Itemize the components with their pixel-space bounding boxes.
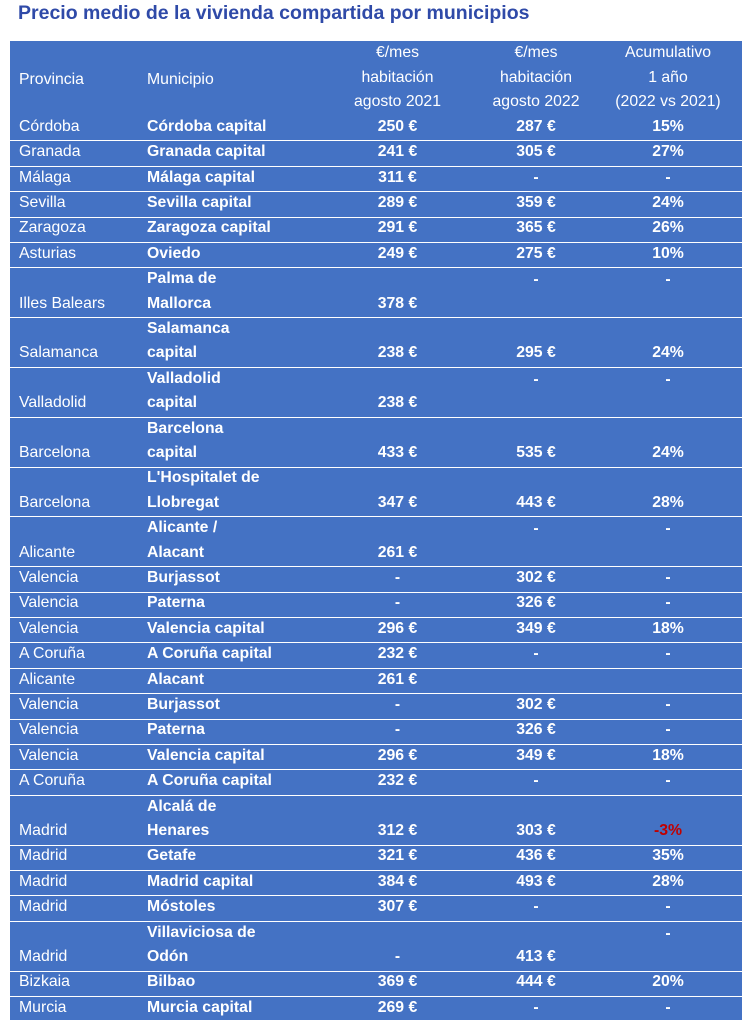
table-row xyxy=(10,669,742,694)
table-row xyxy=(10,318,742,368)
cell-acumulativo: 24% xyxy=(652,444,684,462)
table-row xyxy=(10,368,742,418)
table-row xyxy=(10,997,742,1022)
table-row xyxy=(10,618,742,643)
table-row xyxy=(10,972,742,997)
cell-provincia: Asturias xyxy=(19,244,77,262)
cell-municipio: Burjassot xyxy=(147,569,220,587)
table-row xyxy=(10,643,742,668)
table-row xyxy=(10,593,742,618)
cell-precio-2021: 296 € xyxy=(377,746,418,764)
table-row xyxy=(10,167,742,192)
cell-precio-2022: - xyxy=(533,998,539,1016)
cell-precio-2022: 444 € xyxy=(516,973,556,991)
cell-precio-2022: 349 € xyxy=(516,619,556,637)
table-row xyxy=(10,468,742,518)
cell-precio-2021: 311 € xyxy=(378,168,417,186)
cell-precio-2021: 291 € xyxy=(377,219,418,237)
table-row xyxy=(10,871,742,896)
cell-precio-2022: 326 € xyxy=(516,721,556,739)
table-row xyxy=(10,192,742,217)
cell-provincia: Madrid xyxy=(19,822,68,840)
table-row xyxy=(10,218,742,243)
cell-acumulativo: - xyxy=(665,924,671,942)
cell-acumulativo: - xyxy=(665,772,671,790)
cell-provincia: Madrid xyxy=(19,847,68,865)
cell-precio-2021: 296 € xyxy=(377,619,418,637)
cell-provincia: Murcia xyxy=(19,998,67,1016)
cell-precio-2022: 305 € xyxy=(516,143,556,161)
cell-acumulativo: - xyxy=(665,520,671,538)
cell-precio-2022: - xyxy=(533,520,539,538)
cell-municipio: Alcalá de Henares xyxy=(147,797,217,840)
cell-precio-2022: 443 € xyxy=(516,493,556,511)
cell-precio-2022: - xyxy=(533,898,539,916)
cell-municipio: Paterna xyxy=(147,594,205,612)
cell-precio-2022: 359 € xyxy=(516,194,556,212)
cell-provincia: Alicante xyxy=(19,670,76,688)
cell-precio-2022: - xyxy=(533,645,539,663)
cell-precio-2021: 378 € xyxy=(377,294,418,312)
cell-precio-2021: 232 € xyxy=(377,772,418,790)
table-row xyxy=(10,116,742,141)
cell-precio-2022: 302 € xyxy=(516,569,556,587)
cell-municipio: Paterna xyxy=(147,721,205,739)
cell-provincia: Valencia xyxy=(19,721,79,739)
cell-provincia: Bizkaia xyxy=(19,973,70,991)
cell-precio-2022: - xyxy=(533,168,539,186)
cell-precio-2021: - xyxy=(394,594,401,612)
cell-acumulativo: - xyxy=(665,721,671,739)
cell-precio-2022: 349 € xyxy=(516,746,556,764)
cell-municipio: Salamanca capital xyxy=(147,319,230,362)
cell-precio-2021: 433 € xyxy=(377,444,418,462)
cell-precio-2021: 347 € xyxy=(377,493,418,511)
cell-acumulativo: 15% xyxy=(652,117,684,135)
header-municipio: Municipio xyxy=(147,70,214,88)
cell-precio-2022: 365 € xyxy=(516,219,556,237)
cell-acumulativo: 24% xyxy=(652,194,684,212)
cell-municipio: Alacant xyxy=(147,670,205,688)
cell-provincia: A Coruña xyxy=(19,645,85,663)
cell-municipio: Granada capital xyxy=(147,143,266,161)
cell-provincia: Valencia xyxy=(19,696,79,714)
cell-acumulativo: 18% xyxy=(652,746,684,764)
cell-precio-2021: 269 € xyxy=(377,998,418,1016)
table-row xyxy=(10,745,742,770)
cell-provincia: Illes Balears xyxy=(19,294,106,312)
cell-municipio: Murcia capital xyxy=(147,998,253,1016)
cell-provincia: Madrid xyxy=(19,948,68,966)
cell-acumulativo: - xyxy=(665,696,671,714)
cell-acumulativo xyxy=(604,669,732,693)
data-table xyxy=(10,41,742,1020)
cell-precio-2021: 232 € xyxy=(377,645,418,663)
cell-acumulativo: - xyxy=(665,371,671,388)
header-precio-2021: €/mes habitación agosto 2021 xyxy=(354,44,441,111)
cell-precio-2022: 326 € xyxy=(516,594,556,612)
cell-municipio: Palma de Mallorca xyxy=(147,270,217,312)
cell-acumulativo: - xyxy=(665,645,671,663)
cell-acumulativo: 10% xyxy=(652,244,684,262)
cell-provincia: Madrid xyxy=(19,898,68,916)
cell-precio-2021: 384 € xyxy=(377,872,418,890)
cell-acumulativo: - xyxy=(665,898,671,916)
cell-municipio: Sevilla capital xyxy=(147,194,252,212)
cell-provincia: Valencia xyxy=(19,594,79,612)
cell-acumulativo: 27% xyxy=(652,143,684,161)
cell-precio-2021: 261 € xyxy=(377,543,418,561)
cell-precio-2022: 436 € xyxy=(516,847,556,865)
table-row xyxy=(10,517,742,567)
cell-provincia: Salamanca xyxy=(19,344,99,362)
cell-precio-2021: 312 € xyxy=(377,822,418,840)
cell-acumulativo: 18% xyxy=(652,619,684,637)
cell-precio-2022: 303 € xyxy=(516,822,556,840)
cell-provincia: Valencia xyxy=(19,619,79,637)
table-row xyxy=(10,846,742,871)
cell-municipio: Málaga capital xyxy=(147,168,255,186)
cell-municipio: Bilbao xyxy=(147,973,196,991)
cell-municipio: Oviedo xyxy=(147,244,201,262)
table-row xyxy=(10,268,742,318)
cell-acumulativo: - xyxy=(665,594,671,612)
cell-provincia: Valencia xyxy=(19,746,79,764)
header-acumulativo: Acumulativo 1 año (2022 vs 2021) xyxy=(615,44,721,111)
cell-precio-2022: 413 € xyxy=(516,948,556,966)
cell-precio-2022: - xyxy=(533,371,539,388)
table-row xyxy=(10,567,742,592)
table-row xyxy=(10,922,742,972)
header-precio-2022: €/mes habitación agosto 2022 xyxy=(492,44,580,111)
cell-provincia: Granada xyxy=(19,143,81,161)
cell-provincia: Málaga xyxy=(19,168,71,186)
cell-precio-2022: - xyxy=(533,271,539,289)
cell-precio-2021: 250 € xyxy=(377,117,418,135)
cell-precio-2022: 535 € xyxy=(516,444,556,462)
cell-provincia: Valladolid xyxy=(19,394,87,412)
table-row xyxy=(10,720,742,745)
cell-precio-2021: 321 € xyxy=(377,847,418,865)
cell-municipio: Móstoles xyxy=(147,898,216,916)
cell-provincia: Valencia xyxy=(19,569,79,587)
cell-acumulativo: 28% xyxy=(652,493,684,511)
cell-precio-2021: - xyxy=(394,569,401,587)
cell-provincia: Barcelona xyxy=(19,493,91,511)
cell-municipio: L'Hospitalet de Llobregat xyxy=(147,469,260,511)
cell-municipio: Zaragoza capital xyxy=(147,219,271,237)
cell-precio-2021: - xyxy=(394,696,401,714)
cell-precio-2021: 238 € xyxy=(377,344,418,362)
cell-precio-2022: 295 € xyxy=(516,344,556,362)
cell-municipio: Córdoba capital xyxy=(147,117,267,135)
cell-municipio: Barcelona capital xyxy=(147,419,224,462)
cell-municipio: Burjassot xyxy=(147,696,220,714)
cell-precio-2022: 275 € xyxy=(516,244,556,262)
cell-acumulativo: -3% xyxy=(653,822,683,840)
table-row xyxy=(10,243,742,268)
cell-provincia: A Coruña xyxy=(19,772,85,790)
cell-municipio: Alicante / Alacant xyxy=(147,519,218,561)
cell-precio-2021: 238 € xyxy=(377,394,418,412)
cell-precio-2021: 261 € xyxy=(377,670,418,688)
cell-acumulativo: 26% xyxy=(652,219,684,237)
cell-municipio: Madrid capital xyxy=(147,872,254,890)
cell-municipio: Getafe xyxy=(147,847,197,865)
cell-provincia: Madrid xyxy=(19,872,68,890)
cell-municipio: A Coruña capital xyxy=(147,645,272,663)
cell-municipio: A Coruña capital xyxy=(147,772,272,790)
cell-acumulativo: 35% xyxy=(652,847,684,865)
cell-precio-2022 xyxy=(468,669,604,693)
cell-precio-2021: 289 € xyxy=(377,194,418,212)
cell-precio-2021: 369 € xyxy=(377,973,418,991)
cell-municipio: Villaviciosa de Odón xyxy=(147,923,256,966)
cell-provincia: Barcelona xyxy=(19,444,91,462)
cell-municipio: Valencia capital xyxy=(147,619,265,637)
table-row xyxy=(10,796,742,846)
cell-acumulativo: - xyxy=(665,569,671,587)
cell-precio-2022: 287 € xyxy=(516,117,556,135)
table-row xyxy=(10,896,742,921)
table-header xyxy=(10,41,742,116)
table-row xyxy=(10,141,742,166)
header-provincia: Provincia xyxy=(19,70,84,88)
cell-precio-2021: - xyxy=(394,948,401,966)
cell-precio-2022: 493 € xyxy=(516,872,556,890)
cell-acumulativo: - xyxy=(665,998,671,1016)
cell-acumulativo: 28% xyxy=(652,872,684,890)
cell-municipio: Valladolid capital xyxy=(147,369,221,412)
cell-precio-2022: 302 € xyxy=(516,696,556,714)
page-title: Precio medio de la vivienda compartida por municipios xyxy=(18,2,530,24)
cell-acumulativo: - xyxy=(665,271,671,289)
cell-precio-2021: 249 € xyxy=(377,244,418,262)
table-row xyxy=(10,418,742,468)
table-row xyxy=(10,770,742,795)
cell-acumulativo: - xyxy=(665,168,671,186)
cell-acumulativo: 24% xyxy=(652,344,684,362)
cell-provincia: Alicante xyxy=(19,543,76,561)
cell-provincia: Zaragoza xyxy=(19,219,86,237)
cell-precio-2021: 241 € xyxy=(377,143,418,161)
cell-provincia: Córdoba xyxy=(19,117,80,135)
table-row xyxy=(10,694,742,719)
cell-provincia: Sevilla xyxy=(19,194,66,212)
cell-precio-2021: - xyxy=(394,721,401,739)
cell-precio-2022: - xyxy=(533,772,539,790)
cell-municipio: Valencia capital xyxy=(147,746,265,764)
cell-acumulativo: 20% xyxy=(652,973,684,991)
cell-precio-2021: 307 € xyxy=(377,898,418,916)
